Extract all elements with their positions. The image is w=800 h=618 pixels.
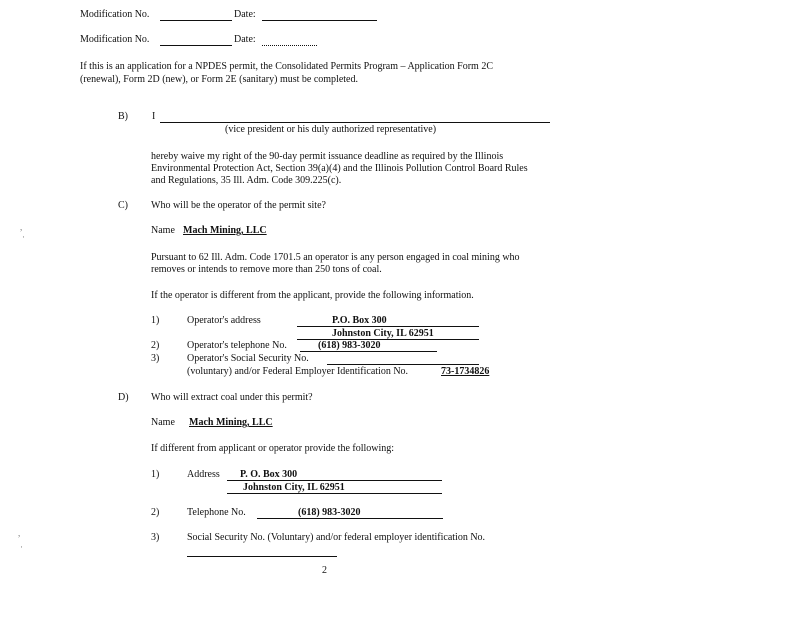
section-d-item-2-num: 2) xyxy=(151,507,160,518)
representative-name-blank xyxy=(160,122,550,123)
modification-no-blank-1 xyxy=(160,20,232,21)
modification-date-blank-2 xyxy=(262,45,317,46)
section-d-if-different: If different from applicant or operator provide the following: xyxy=(151,443,395,454)
extractor-telephone-value: (618) 983-3020 xyxy=(298,507,361,518)
section-b-text-line-2: Environmental Protection Act, Section 39(a)(4) and the Illinois Pollution Control Board Rules xyxy=(151,163,528,174)
section-d-letter: D) xyxy=(118,392,129,403)
extractor-address-label: Address xyxy=(187,469,220,480)
extractor-telephone-label: Telephone No. xyxy=(187,507,246,518)
operator-name-value: Mach Mining, LLC xyxy=(183,225,267,236)
npdes-note-line-2: (renewal), Form 2D (new), or Form 2E (sanitary) must be completed. xyxy=(80,74,358,85)
modification-date-label-2: Date: xyxy=(234,34,256,45)
operator-telephone-value: (618) 983-3020 xyxy=(318,340,381,351)
section-d-item-1-num: 1) xyxy=(151,469,160,480)
operator-telephone-blank xyxy=(300,351,437,352)
modification-no-blank-2 xyxy=(160,45,232,46)
scan-speck: , xyxy=(20,222,23,232)
section-c-name-label: Name xyxy=(151,225,175,236)
extractor-address-blank-1 xyxy=(227,480,442,481)
section-c-pursuant-line-2: removes or intends to remove more than 250 tons of coal. xyxy=(151,264,382,275)
extractor-ssn-blank xyxy=(187,556,337,557)
section-c-if-different: If the operator is different from the applicant, provide the following information. xyxy=(151,290,474,301)
section-c-item-3-num: 3) xyxy=(151,353,160,364)
extractor-address-line-2: Johnston City, IL 62951 xyxy=(243,482,345,493)
section-c-item-1-num: 1) xyxy=(151,315,160,326)
modification-date-label-1: Date: xyxy=(234,9,256,20)
extractor-telephone-blank xyxy=(257,518,443,519)
page-number: 2 xyxy=(322,565,327,576)
extractor-name-value: Mach Mining, LLC xyxy=(189,417,273,428)
operator-address-line-2: Johnston City, IL 62951 xyxy=(332,328,434,339)
section-d-item-3-num: 3) xyxy=(151,532,160,543)
modification-label-2: Modification No. xyxy=(80,34,150,45)
operator-ssn-blank xyxy=(327,364,479,365)
section-c-pursuant-line-1: Pursuant to 62 Ill. Adm. Code 1701.5 an operator is any person engaged in coal mining who xyxy=(151,252,520,263)
section-d-name-label: Name xyxy=(151,417,175,428)
section-b-caption: (vice president or his duly authorized representative) xyxy=(225,124,437,135)
operator-fein-value: 73-1734826 xyxy=(441,366,490,377)
operator-telephone-label: Operator's telephone No. xyxy=(187,340,287,351)
operator-address-label: Operator's address xyxy=(187,315,261,326)
scan-speck: , xyxy=(18,528,21,538)
section-b-text-line-1: hereby waive my right of the 90-day permit issuance deadline as required by the Illinois xyxy=(151,151,504,162)
section-c-question: Who will be the operator of the permit site? xyxy=(151,200,326,211)
section-b-letter: B) xyxy=(118,111,128,122)
operator-fein-label: (voluntary) and/or Federal Employer Identification No. xyxy=(187,366,409,377)
section-b-text-line-3: and Regulations, 35 Ill. Adm. Code 309.225(c). xyxy=(151,175,342,186)
operator-address-line-1: P.O. Box 300 xyxy=(332,315,387,326)
section-b-i-label: I xyxy=(152,111,156,122)
scan-speck: · xyxy=(20,542,23,552)
operator-ssn-label: Operator's Social Security No. xyxy=(187,353,309,364)
extractor-address-blank-2 xyxy=(227,493,442,494)
operator-address-blank-1 xyxy=(297,326,479,327)
scan-speck: · xyxy=(22,232,25,242)
section-c-item-2-num: 2) xyxy=(151,340,160,351)
modification-date-blank-1 xyxy=(262,20,377,21)
section-c-letter: C) xyxy=(118,200,128,211)
modification-label-1: Modification No. xyxy=(80,9,150,20)
extractor-ssn-label: Social Security No. (Voluntary) and/or federal employer identification No. xyxy=(187,532,486,543)
extractor-address-line-1: P. O. Box 300 xyxy=(240,469,298,480)
section-d-question: Who will extract coal under this permit? xyxy=(151,392,313,403)
npdes-note-line-1: If this is an application for a NPDES permit, the Consolidated Permits Program – Application Form 2C xyxy=(80,61,494,72)
